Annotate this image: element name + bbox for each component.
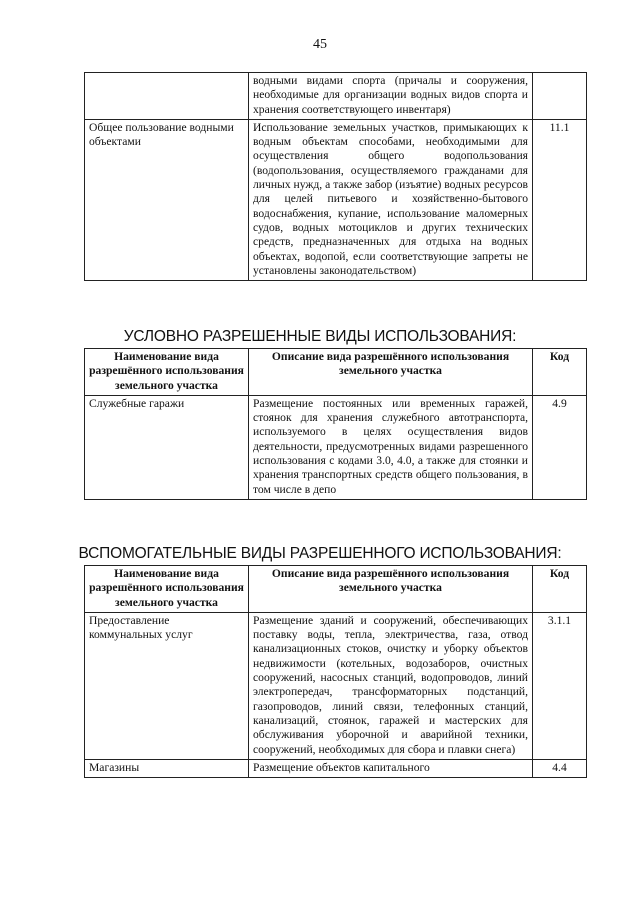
use-name-cell: Общее пользование водными объектами: [85, 119, 249, 280]
header-name: Наименование вида разрешённого использования земельного участка: [85, 566, 249, 613]
use-code-cell: 11.1: [533, 119, 587, 280]
use-code-cell: 4.9: [533, 395, 587, 499]
use-description-cell: Размещение постоянных или временных гаражей, стоянок для хранения служебного автотранспорта, используемого в целях осуществления видов деятельности, предусмотренных видами разрешенного использования с кодами 3.0, 4.0, а также для стоянки и хранения транспортных средств общего пользования, в том числе в депо: [249, 395, 533, 499]
header-code: Код: [533, 349, 587, 396]
header-description: Описание вида разрешённого использования земельного участка: [249, 349, 533, 396]
use-name-cell: Служебные гаражи: [85, 395, 249, 499]
table-row: [85, 759, 587, 777]
use-name-cell: Магазины: [85, 759, 249, 777]
use-name-cell: Предоставление коммунальных услуг: [85, 612, 249, 759]
conditional-uses-table: [84, 348, 587, 500]
header-description: Описание вида разрешённого использования земельного участка: [249, 566, 533, 613]
use-description-cell: Использование земельных участков, примыкающих к водным объектам способами, необходимыми для осуществления общего водопользования (водопользования, осуществляемого гражданами для личных нужд, а также забор (изъятие) водных ресурсов для целей питьевого и хозяйственно-бытового водоснабжения, купание, использование маломерных судов, водных мотоциклов и других технических средств, предназначенных для отдыха на водных объектах, водопой, если соответствующие запреты не установлены законодательством): [249, 119, 533, 280]
table-row: [85, 612, 587, 759]
table-row: [85, 395, 587, 499]
table-header-row: [85, 566, 587, 613]
header-code: Код: [533, 566, 587, 613]
table-row: [85, 73, 587, 120]
conditional-uses-heading: УСЛОВНО РАЗРЕШЕННЫЕ ВИДЫ ИСПОЛЬЗОВАНИЯ:: [123, 328, 517, 345]
use-code-cell: 4.4: [533, 759, 587, 777]
main-uses-table-continuation: [84, 72, 587, 281]
use-description-cell: Размещение зданий и сооружений, обеспечивающих поставку воды, тепла, электричества, газа, отвод канализационных стоков, очистку и уборку объектов недвижимости (котельных, водозаборов, очистных сооружений, насосных станций, водопроводов, линий электропередач, трансформаторных подстанций, газопроводов, линий связи, телефонных станций, канализаций, стоянок, гаражей и мастерских для обслуживания уборочной и аварийной техники, сооружений, необходимых для сбора и плавки снега): [249, 612, 533, 759]
page-number: 45: [313, 37, 327, 52]
use-description-cell: Размещение объектов капитального: [249, 759, 533, 777]
use-name-cell: [85, 73, 249, 120]
auxiliary-uses-heading: ВСПОМОГАТЕЛЬНЫЕ ВИДЫ РАЗРЕШЕННОГО ИСПОЛЬЗОВАНИЯ:: [78, 545, 562, 562]
use-code-cell: [533, 73, 587, 120]
table-row: [85, 119, 587, 280]
table-header-row: [85, 349, 587, 396]
use-code-cell: 3.1.1: [533, 612, 587, 759]
use-description-cell: водными видами спорта (причалы и сооружения, необходимые для организации водных видов спорта и хранения соответствующего инвентаря): [249, 73, 533, 120]
header-name: Наименование вида разрешённого использования земельного участка: [85, 349, 249, 396]
auxiliary-uses-table: [84, 565, 587, 778]
